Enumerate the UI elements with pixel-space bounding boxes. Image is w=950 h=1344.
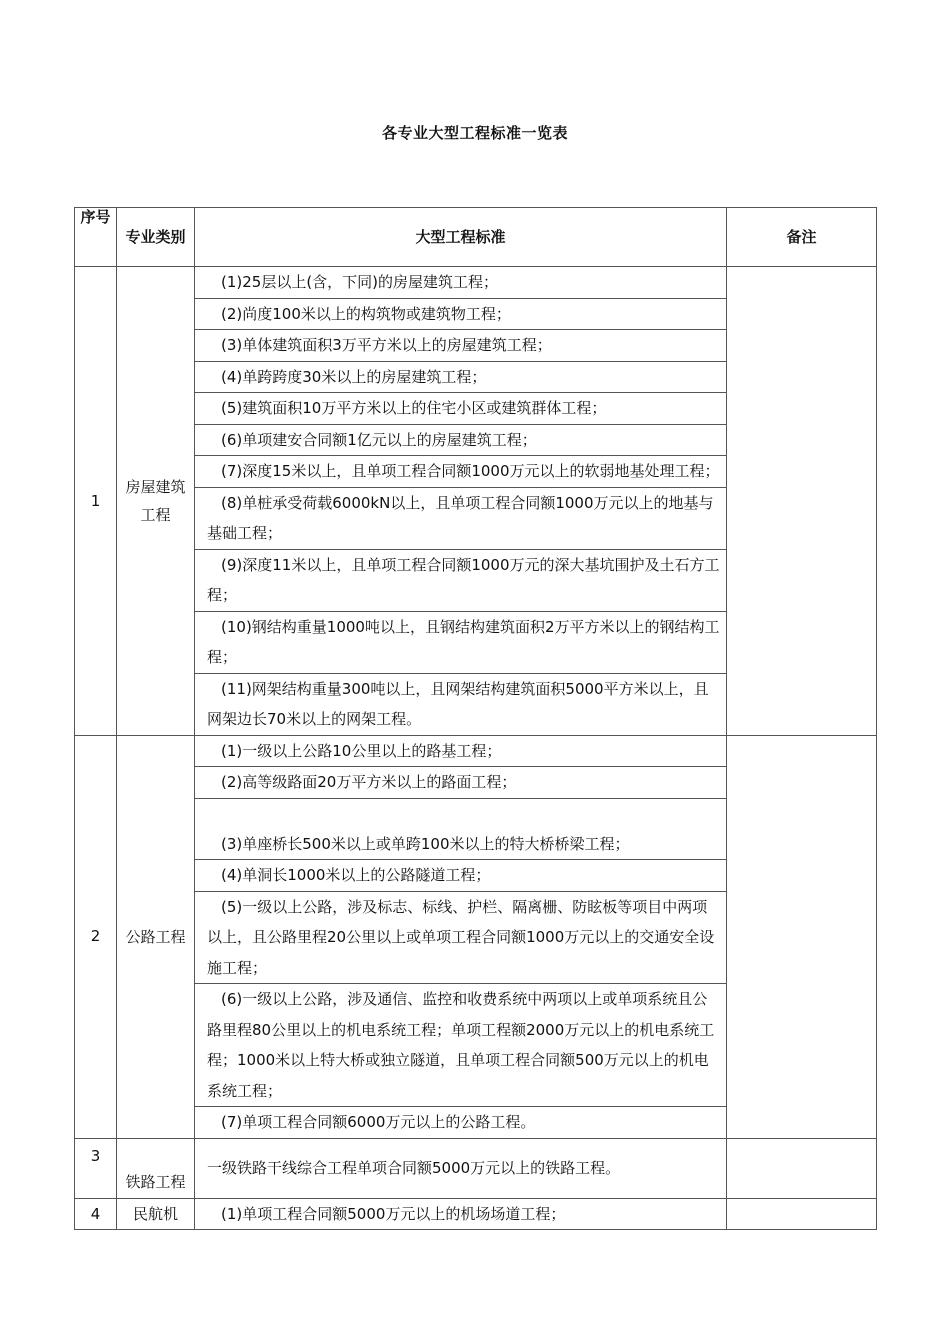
section-3-category: 铁路工程 [117, 1138, 195, 1198]
section-4-category: 民航机 [117, 1198, 195, 1230]
item-text: 一级铁路干线综合工程单项合同额5000万元以上的铁路工程。 [207, 1158, 621, 1177]
section-2-item [195, 891, 727, 984]
table-row [75, 267, 877, 299]
header-standard: 大型工程标准 [195, 208, 727, 267]
item-text: (1)一级以上公路10公里以上的路基工程； [221, 741, 502, 760]
section-1-category: 房屋建筑工程 [117, 267, 195, 736]
section-1-item [195, 393, 727, 425]
item-text: (1)25层以上(含，下同)的房屋建筑工程； [221, 273, 499, 291]
item-text: (4)单跨跨度30米以上的房屋建筑工程； [221, 367, 487, 386]
item-text: (2)高等级路面20万平方米以上的路面工程； [221, 773, 517, 791]
item-text: (4)单洞长1000米以上的公路隧道工程； [221, 866, 491, 884]
table-row [75, 1198, 877, 1230]
item-text: (11)网架结构重量300吨以上，且网架结构建筑面积5000平方米以上，且网架边长70米以上的网架工程。 [207, 679, 709, 728]
section-3-num: 3 [75, 1138, 117, 1198]
section-1-item [195, 549, 727, 611]
standards-table [74, 207, 877, 1230]
section-1-item [195, 267, 727, 299]
table-row [75, 1138, 877, 1198]
section-3-item [195, 1138, 727, 1198]
item-text: (9)深度11米以上，且单项工程合同额1000万元的深大基坑围护及土石方工程； [207, 555, 720, 604]
section-1-item [195, 456, 727, 488]
section-1-item [195, 611, 727, 673]
section-4-item [195, 1198, 727, 1230]
item-text: (8)单桩承受荷载6000kN以上，且单项工程合同额1000万元以上的地基与基础工程； [207, 493, 714, 542]
section-2-item [195, 1107, 727, 1139]
section-1-num: 1 [75, 267, 117, 736]
section-2-item [195, 984, 727, 1107]
section-1-item [195, 330, 727, 362]
item-text: (1)单项工程合同额5000万元以上的机场场道工程； [221, 1204, 566, 1223]
item-text: (7)单项工程合同额6000万元以上的公路工程。 [221, 1113, 536, 1131]
section-2-item [195, 767, 727, 799]
section-2-item [195, 860, 727, 892]
header-note: 备注 [727, 208, 877, 267]
table-header-row [75, 208, 877, 267]
section-1-item [195, 298, 727, 330]
page-title: 各专业大型工程标准一览表 [381, 124, 568, 142]
item-text: (6)单项建安合同额1亿元以上的房屋建筑工程； [221, 430, 537, 449]
section-2-num: 2 [75, 735, 117, 1138]
item-text: (3)单体建筑面积3万平方米以上的房屋建筑工程； [221, 336, 552, 354]
section-2-note [727, 735, 877, 1138]
section-1-item [195, 424, 727, 456]
section-1-item [195, 361, 727, 393]
header-num: 序号 [75, 208, 117, 267]
item-text: (10)钢结构重量1000吨以上，且钢结构建筑面积2万平方米以上的钢结构工程； [207, 617, 720, 666]
header-category: 专业类别 [117, 208, 195, 267]
item-text: (6)一级以上公路，涉及通信、监控和收费系统中两项以上或单项系统且公路里程80公里以上的机电系统工程；单项工程额2000万元以上的机电系统工程；1000米以上特大桥或独立隧道，且单项工程合同额500万元以上的机电系统工程； [207, 990, 715, 1100]
section-1-item [195, 673, 727, 735]
section-1-item [195, 487, 727, 549]
item-text: (5)建筑面积10万平方米以上的住宅小区或建筑群体工程； [221, 399, 607, 417]
item-text: (2)尚度100米以上的构筑物或建筑物工程； [221, 304, 511, 323]
section-2-item [195, 735, 727, 767]
section-4-note [727, 1198, 877, 1230]
section-2-category: 公路工程 [117, 735, 195, 1138]
item-text: (3)单座桥长500米以上或单跨100米以上的特大桥桥梁工程； [221, 834, 630, 853]
item-text: (5)一级以上公路，涉及标志、标线、护栏、隔离栅、防眩板等项目中两项以上，且公路里程20公里以上或单项工程合同额1000万元以上的交通安全设施工程； [207, 897, 715, 977]
section-1-note [727, 267, 877, 736]
section-4-num: 4 [75, 1198, 117, 1230]
item-text: (7)深度15米以上，且单项工程合同额1000万元以上的软弱地基处理工程； [221, 462, 720, 480]
section-3-note [727, 1138, 877, 1198]
table-row [75, 735, 877, 767]
section-2-item [195, 798, 727, 860]
